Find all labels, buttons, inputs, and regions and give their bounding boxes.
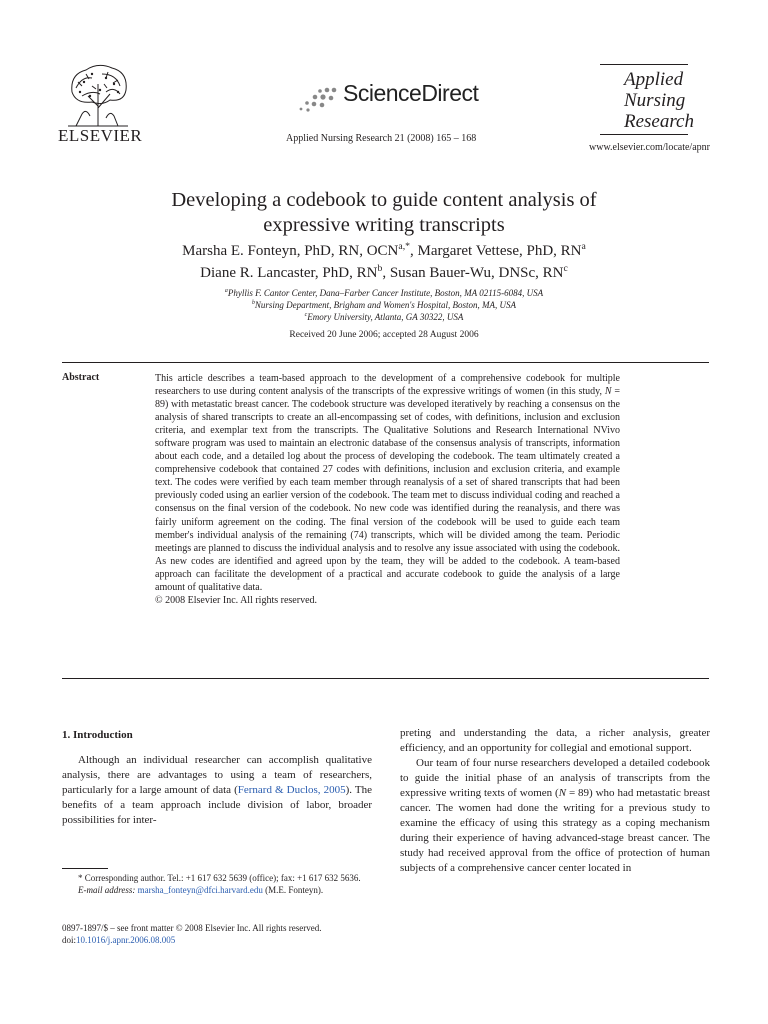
front-matter	[62, 922, 372, 946]
affiliation-line: $^b$Nursing Department, Brigham and Women's Hospital, Boston, MA, USA	[251, 300, 516, 310]
footnote	[62, 872, 372, 896]
title-line: expressive writing transcripts	[263, 214, 505, 236]
received-dates: Received 20 June 2006; accepted 28 August 2006	[289, 330, 479, 340]
body-paragraph: Our team of four nurse researchers developed a detailed codebook to guide the initial phase of an analysis of transcripts from the expressive writing texts of women (N = 89) who had metastatic breast cancer. The women had done the writing for a previous study to examine the efficacy of using this strategy as a coping mechanism during their experience of having advanced-stage breast cancer. The study had received approval from the office of protection of human subjects of a comprehensive cancer center located in	[400, 757, 710, 874]
left-column-text	[62, 753, 372, 828]
affiliation-line: $^a$Phyllis F. Cantor Center, Dana–Farber Cancer Institute, Boston, MA 02115-6084, USA	[224, 288, 544, 298]
affiliations	[0, 287, 768, 323]
sciencedirect-dots-icon	[297, 86, 341, 112]
right-column-text	[400, 726, 710, 876]
doi-link[interactable]: 10.1016/j.apnr.2006.08.005	[76, 935, 176, 945]
citation-link[interactable]: Fernard & Duclos, 2005	[237, 784, 346, 796]
author-name: Marsha E. Fonteyn, PhD, RN, OCN	[182, 243, 399, 259]
author-affil-sup: b	[377, 263, 383, 274]
journal-logo-line: Research	[624, 111, 694, 132]
author-name: , Susan Bauer-Wu, DNSc, RN	[382, 265, 564, 281]
journal-url-link[interactable]: www.elsevier.com/locate/apnr	[589, 142, 710, 153]
email-note: E-mail address: marsha_fonteyn@dfci.harvard.edu (M.E. Fonteyn).	[78, 885, 324, 895]
author-name: Diane R. Lancaster, PhD, RN	[200, 265, 378, 281]
author-affil-sup: a	[581, 241, 586, 252]
copyright: © 2008 Elsevier Inc. All rights reserved.	[155, 594, 318, 606]
affiliation-line: $^c$Emory University, Atlanta, GA 30322, USA	[304, 312, 464, 322]
sciencedirect-wordmark: ScienceDirect	[343, 80, 479, 106]
journal-logo-line: Nursing	[624, 90, 686, 111]
author-affil-sup: a,*	[398, 241, 411, 252]
footnote-divider	[62, 868, 108, 869]
journal-citation: Applied Nursing Research 21 (2008) 165 – 168	[286, 133, 477, 144]
abstract-label: Abstract	[62, 372, 100, 383]
article-title	[0, 188, 768, 238]
title-line: Developing a codebook to guide content analysis of	[171, 189, 597, 211]
divider	[62, 362, 709, 363]
author-affil-sup: c	[563, 263, 568, 274]
email-link[interactable]: marsha_fonteyn@dfci.harvard.edu	[137, 885, 263, 895]
body-paragraph: Although an individual researcher can accomplish qualitative analysis, there are advantages to using a team of researchers, particularly for a large amount of data (Fernard & Duclos, 2005). The benefits of a team approach include division of labor, broader possibilities for inter-	[62, 754, 372, 826]
journal-logo	[600, 64, 694, 135]
issn-line: 0897-1897/$ – see front matter © 2008 Elsevier Inc. All rights reserved.	[62, 923, 322, 933]
elsevier-tree-logo	[62, 62, 134, 128]
divider	[62, 678, 709, 679]
publisher-wordmark: ELSEVIER	[58, 126, 143, 145]
corresponding-author-note: * Corresponding author. Tel.: +1 617 632 5639 (office); fax: +1 617 632 5636.	[78, 873, 361, 883]
abstract-text: This article describes a team-based approach to the development of a comprehensive codebook for multiple researchers to use during content analysis of the transcripts of the expressive writings of women (in this study, N = 89) with metastatic breast cancer. The codebook structure was developed iteratively by reaching a consensus on the analysis of shared transcripts to create an all-encompassing set of codes, with definitions, inclusion and exclusion criteria, and exemplar text from the transcripts. The Qualitative Solutions and Research International NVivo software program was used to maintain an electronic database of the consensus analysis of transcripts, information about each code, and a detailed log about the process of developing the codebook. The team ultimately created a comprehensive codebook that contained 27 codes with definitions, inclusion and exclusion criteria, and example text. The codes were verified by each team member through reanalysis of a set of shared transcripts that had been previously coded using an earlier version of the codebook. The team met to discuss individual coding and reached a consensus on the final version of the codebook. No new code was identified during the reanalysis, and there was fairly uniform agreement on the coding. The final version of the codebook will be used to guide each team member's individual analysis of the remaining (74) transcripts, which will be divided among the team. Periodic meetings are planned to discuss the individual analysis and to resolve any issue associated with using the codebook. As new codes are identified and agreed upon by the team, they will be added to the codebook. A team-based approach can facilitate the development of a practical and accurate codebook to guide the analysis of a large amount of qualitative data. © 2008 Elsevier Inc. All rights reserved.	[155, 373, 620, 606]
body-paragraph: preting and understanding the data, a richer analysis, greater efficiency, and an opportunity for collegial and emotional support.	[400, 727, 710, 754]
section-heading: 1. Introduction	[62, 729, 133, 741]
doi-line: doi:10.1016/j.apnr.2006.08.005	[62, 935, 176, 945]
author-list	[0, 240, 768, 284]
journal-logo-line: Applied	[624, 69, 684, 90]
author-name: , Margaret Vettese, PhD, RN	[410, 243, 582, 259]
